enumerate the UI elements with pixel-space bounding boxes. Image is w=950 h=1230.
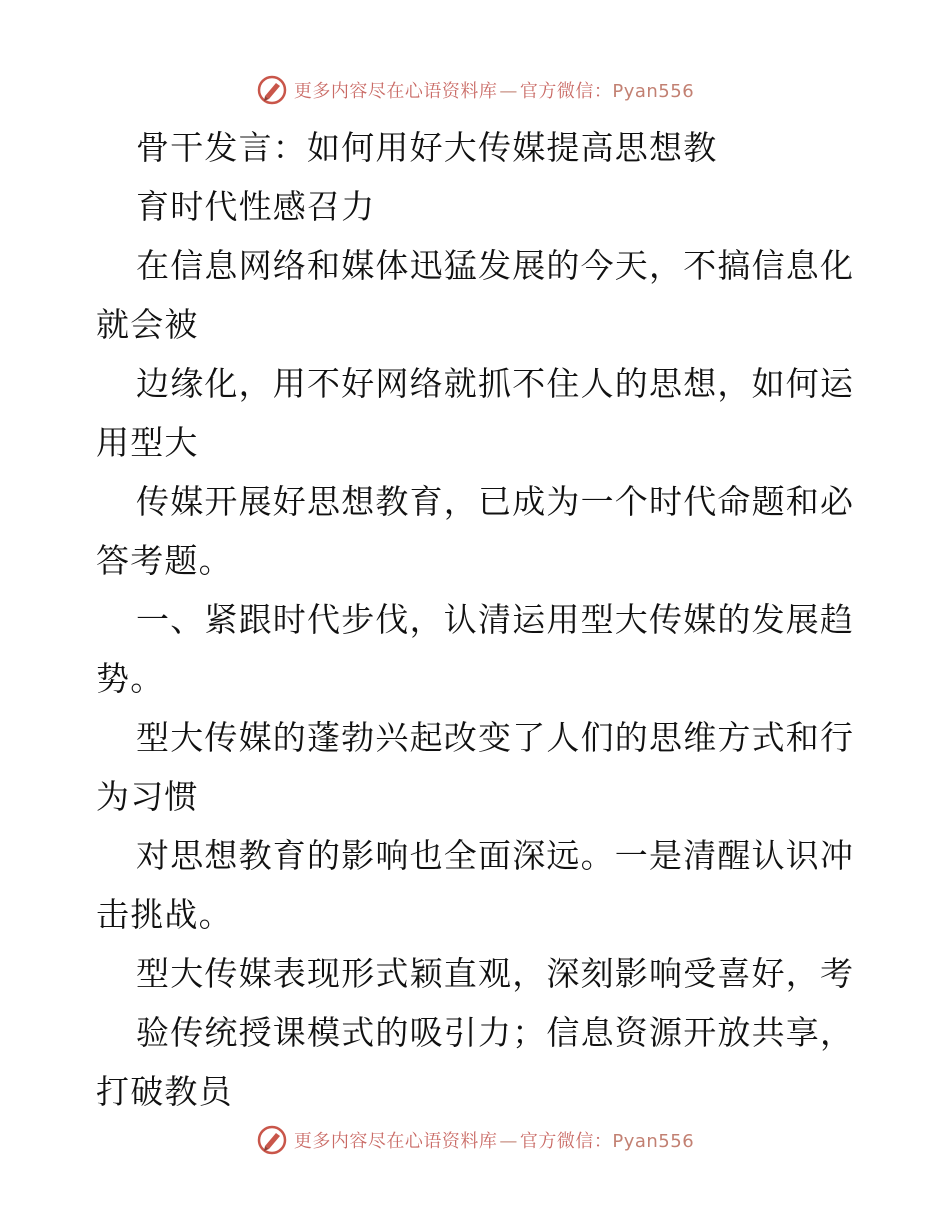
text-line: 型大传媒的蓬勃兴起改变了人们的思维方式和行	[136, 718, 855, 757]
text-line: 一、紧跟时代步伐，认清运用型大传媒的发展趋	[136, 600, 855, 639]
text-line: 骨干发言：如何用好大传媒提高思想教	[136, 128, 718, 167]
text-line: 传媒开展好思想教育，已成为一个时代命题和必	[136, 482, 855, 521]
text-line: 为习惯	[96, 777, 199, 816]
watermark-official-text: 官方微信：	[519, 81, 613, 102]
watermark-separator: —	[499, 1131, 518, 1152]
text-line: 在信息网络和媒体迅猛发展的今天，不搞信息化	[136, 246, 855, 285]
text-line: 答考题。	[96, 541, 233, 580]
text-line: 边缘化，用不好网络就抓不住人的思想，如何运	[136, 364, 855, 403]
text-line: 势。	[96, 659, 165, 698]
red-pen-logo-icon	[256, 74, 288, 106]
text-line: 就会被	[96, 305, 199, 344]
text-line: 型大传媒表现形式颖直观，深刻影响受喜好，考	[136, 954, 855, 993]
watermark-account: Pyan556	[612, 81, 695, 102]
watermark-site-text: 更多内容尽在心语资料库	[293, 1131, 498, 1152]
watermark-site-text: 更多内容尽在心语资料库	[293, 81, 498, 102]
text-line: 验传统授课模式的吸引力；信息资源开放共享，	[136, 1013, 855, 1052]
text-line: 打破教员	[96, 1072, 233, 1111]
document-body	[96, 118, 856, 1121]
header-watermark	[0, 70, 950, 110]
watermark-separator: —	[499, 81, 518, 102]
watermark-account: Pyan556	[612, 1131, 695, 1152]
text-line: 育时代性感召力	[136, 187, 376, 226]
red-pen-logo-icon	[256, 1124, 288, 1156]
text-line: 用型大	[96, 423, 199, 462]
text-line: 对思想教育的影响也全面深远。一是清醒认识冲	[136, 836, 855, 875]
text-line: 击挑战。	[96, 895, 233, 934]
footer-watermark	[0, 1120, 950, 1160]
watermark-official-text: 官方微信：	[519, 1131, 613, 1152]
